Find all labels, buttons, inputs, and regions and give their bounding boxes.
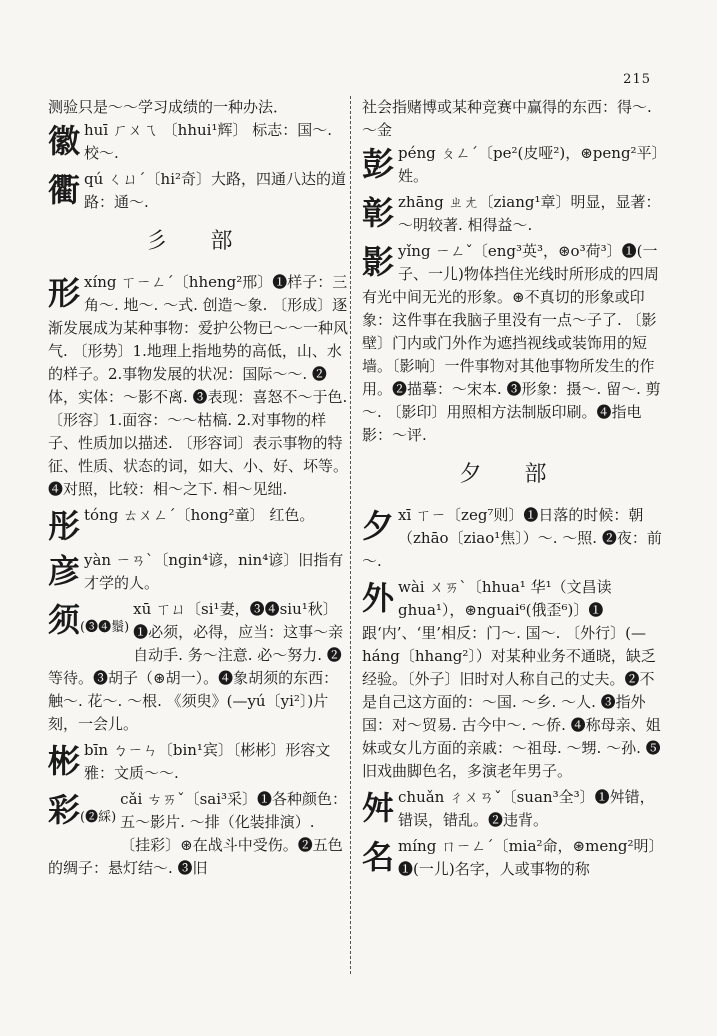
section-heading: 夕 部 <box>459 462 565 487</box>
dictionary-entry <box>362 786 662 832</box>
column-divider <box>350 96 352 974</box>
headword: 形 <box>48 274 81 312</box>
headword-char: 彩 <box>48 791 81 829</box>
entry-text: tóng ㄊㄨㄥˊ〔hong²童〕 红色。 <box>84 506 315 524</box>
dictionary-entry <box>48 788 348 880</box>
dictionary-entry <box>362 835 662 881</box>
dictionary-entry <box>48 271 348 501</box>
continued-text: 社会指赌博或某种竞赛中赢得的东西：得～. ～金 <box>362 98 652 139</box>
headword-variant: (❷綵) <box>80 810 117 825</box>
dictionary-entry <box>48 504 348 546</box>
headword <box>48 790 116 838</box>
entry-text: péng ㄆㄥˊ〔pe²(皮哑²)，⊛peng²平〕姓。 <box>398 144 660 185</box>
dictionary-entry <box>362 504 662 573</box>
continued-text: 测验只是～～学习成绩的一种办法． <box>48 98 289 116</box>
page-number: 215 <box>623 72 651 87</box>
dictionary-entry <box>362 191 662 237</box>
entry-text: qú ㄑㄩˊ〔hi²奇〕大路，四通八达的道路：通～. <box>84 170 347 211</box>
entry-text: yàn ㄧㄢˋ〔ngin⁴谚，nin⁴谚〕旧指有才学的人。 <box>84 551 344 592</box>
entry-text: wài ㄨㄞˋ〔hhua¹ 华¹（文昌读ghua¹），⊛nguai⁶(俄歪⁶)〕❶跟‘内’、‘里’相反：门～. 国～. 〔外行〕(—háng〔hhang²〕）对某种业务不通晓，缺乏经验。〔外子〕旧时对人称自己的丈夫。❷不是自己这方面的：～国. ～乡. ～人. ❸指外国：对～贸易. 古今中～. ～侨. ❹称母亲、姐妹或女儿方面的亲戚：～祖母. ～甥. ～孙. ❺旧戏曲脚色名，多演老年男子。 <box>362 578 661 780</box>
dictionary-entry <box>362 142 662 188</box>
dictionary-entry <box>48 739 348 785</box>
section-heading: 彡 部 <box>145 229 251 254</box>
headword: 彬 <box>48 742 81 780</box>
entry-text: xū ㄒㄩ〔si¹妻，❸❹siu¹秋〕❶必须，必得，应当：这事～亲自动手. 务～注意. 必～努力. ❷等待。❸胡子（⊛胡一）。❹象胡须的东西：触～. 花～. ～根. 《须臾》(—yú〔yi²〕)片刻，一会儿。 <box>48 600 344 733</box>
entry-text: yǐng ㄧㄥˇ〔eng³英³，⊛o³荷³〕❶(一子、一儿)物体挡住光线时所形成的四周有光中间无光的形象。⊛不真切的形象或印象：这件事在我脑子里没有一点～子了. 〔影壁〕门内或门外作为遮挡视线或装饰用的短墙。〔影响〕一件事物对其他事物所发生的作用。❷描摹：～宋本. ❸形象：摄～. 留～. 剪～. 〔影印〕用照相方法制版印刷。❹指电影：～评. <box>362 242 661 444</box>
dictionary-entry <box>362 576 662 783</box>
headword: 彤 <box>48 507 81 545</box>
headword: 外 <box>362 579 395 617</box>
right-column <box>362 96 662 884</box>
dictionary-entry <box>48 549 348 595</box>
headword: 衢 <box>48 171 81 209</box>
entry-text: chuǎn ㄔㄨㄢˇ〔suan³全³〕❶舛错，错误，错乱。❷违背。 <box>398 788 655 829</box>
headword: 夕 <box>362 507 395 545</box>
entry-text: xíng ㄒㄧㄥˊ〔hheng²邢〕❶样子：三角～. 地～. ～式. 创造～象. 〔形成〕逐渐发展成为某种事物：爱护公物已～～一种风气. 〔形势〕1.地理上指地势的高低，山、水的样子。2.事物发展的状况：国际～～. ❷体，实体：～影不离. ❸表现：喜怒不～于色. 〔形容〕1.面容：～～枯槁. 2.对事物的样子、性质加以描述. 〔形容词〕表示事物的特征、性质、状态的词，如大、小、好、坏等。❹对照，比较：相～之下. 相～见绌. <box>48 273 349 498</box>
entry-text: zhāng ㄓㄤ〔ziang¹章〕明显，显著：～明较著. 相得益～. <box>398 193 661 234</box>
headword: 舛 <box>362 789 395 827</box>
dictionary-entry <box>48 119 348 165</box>
dictionary-entry <box>362 240 662 447</box>
headword-char: 须 <box>48 601 81 639</box>
entry-text: huī ㄏㄨㄟ 〔hhui¹辉〕 标志：国～. 校～. <box>84 121 333 162</box>
headword: 徽 <box>48 122 81 160</box>
entry-text: míng ㄇㄧㄥˊ〔mia²命，⊛meng²明〕❶(一儿)名字，人或事物的称 <box>398 837 656 878</box>
entry-text: cǎi ㄘㄞˇ〔sai³采〕❶各种颜色：五～影片. ～排（化装排演）. 〔挂彩〕⊛在战斗中受伤。❷五色的绸子：悬灯结～. ❸旧 <box>48 790 348 877</box>
left-column <box>48 96 348 883</box>
dictionary-entry <box>48 598 348 736</box>
dictionary-entry <box>48 168 348 214</box>
headword: 名 <box>362 838 395 876</box>
headword: 影 <box>362 243 395 281</box>
headword: 彭 <box>362 145 395 183</box>
headword: 彦 <box>48 552 81 590</box>
headword: 彰 <box>362 194 395 232</box>
headword <box>48 600 129 648</box>
entry-text: xī ㄒㄧ〔zeg⁷则〕❶日落的时候：朝（zhāo〔ziao¹焦〕）～. ～照. ❷夜：前～. <box>362 506 662 570</box>
headword-variant: (❸❹鬚) <box>80 620 130 635</box>
entry-text: bīn ㄅㄧㄣ〔bin¹宾〕〔彬彬〕形容文雅：文质～～. <box>84 741 331 782</box>
